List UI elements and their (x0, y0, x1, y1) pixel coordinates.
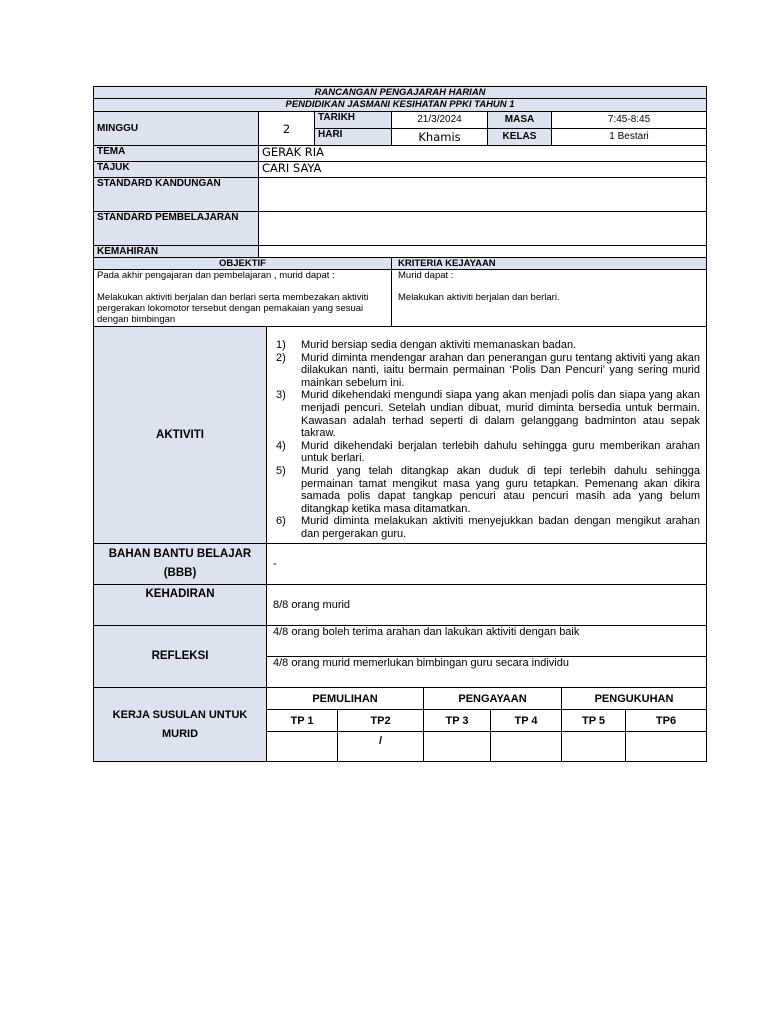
level-tp2: TP2 (338, 710, 424, 732)
aktiviti-item-text: Murid diminta mendengar arahan dan penerangan guru tentang aktiviti yang akan dilakukan nanti, iaitu bermain permainan ‘Polis Dan Pencuri’ yang sering murid mainkan sebelum ini. (301, 351, 700, 389)
aktiviti-item-number: 5) (276, 464, 286, 477)
objektif-cell (94, 270, 392, 327)
level-tp1: TP 1 (267, 710, 338, 732)
lesson-plan-sheet (93, 86, 706, 762)
kemahiran-label: KEMAHIRAN (94, 246, 259, 258)
subject-title: PENDIDIKAN JASMANI KESIHATAN PPKI TAHUN 1 (94, 99, 707, 112)
aktiviti-list (271, 339, 700, 541)
aktiviti-item (271, 352, 700, 390)
group-pemulihan: PEMULIHAN (267, 688, 424, 710)
minggu-value: 2 (259, 112, 315, 146)
hari-value: Khamis (392, 129, 488, 146)
refleksi-line2: 4/8 orang murid memerlukan bimbingan guru secara individu (267, 657, 707, 688)
group-pengukuhan: PENGUKUHAN (562, 688, 707, 710)
refleksi-label: REFLEKSI (94, 626, 267, 688)
masa-label: MASA (488, 112, 552, 129)
kehadiran-value: 8/8 orang murid (267, 585, 707, 626)
objektif-text: Melakukan aktiviti berjalan dan berlari serta membezakan aktiviti pergerakan lokomotor tersebut dengan pemakaian yang sesuai dengan bimbingan (97, 292, 369, 325)
standard-kandungan-label: STANDARD KANDUNGAN (94, 178, 259, 212)
masa-value: 7:45-8:45 (552, 112, 707, 129)
aktiviti-item-text: Murid diminta melakukan aktiviti menyejukkan badan dengan mengikut arahan dan pergerakan guru. (301, 515, 700, 540)
objektif-label: OBJEKTIF (94, 258, 392, 270)
kerja-susulan-label-line1: KERJA SUSULAN UNTUK (112, 708, 248, 721)
mark-tp3 (424, 732, 491, 762)
mark-tp6 (626, 732, 707, 762)
bbb-label (94, 544, 267, 585)
mark-tp2: / (338, 732, 424, 762)
plan-title: RANCANGAN PENGAJARAH HARIAN (94, 87, 707, 99)
aktiviti-item (271, 465, 700, 515)
level-tp3: TP 3 (424, 710, 491, 732)
aktiviti-table (93, 326, 707, 688)
aktiviti-item-text: Murid dikehendaki mengundi siapa yang akan menjadi polis dan siapa yang akan menjadi pencuri. Setelah undian dibuat, murid diminta bersedia untuk bermain. Kawasan adalah terhad seperti di dalam gelanggang badminton atau sepak takraw. (301, 389, 700, 440)
aktiviti-item-number: 2) (276, 351, 286, 364)
level-tp5: TP 5 (562, 710, 626, 732)
kerja-susulan-table (93, 687, 707, 762)
mark-tp1 (267, 732, 338, 762)
kelas-label: KELAS (488, 129, 552, 146)
aktiviti-item-number: 4) (276, 439, 286, 452)
kemahiran-value (259, 246, 707, 258)
minggu-label: MINGGU (94, 112, 259, 146)
aktiviti-item-text: Murid bersiap sedia dengan aktiviti memanaskan badan. (301, 339, 577, 351)
bbb-label-line2: (BBB) (163, 567, 197, 579)
aktiviti-item-number: 1) (276, 339, 286, 351)
level-tp6: TP6 (626, 710, 707, 732)
tema-value: GERAK RIA (259, 146, 707, 162)
aktiviti-item (271, 339, 700, 352)
aktiviti-item-number: 3) (276, 389, 286, 402)
tarikh-label: TARIKH (315, 112, 392, 129)
bbb-label-line1: BAHAN BANTU BELAJAR (108, 548, 252, 560)
standard-pembelajaran-label: STANDARD PEMBELAJARAN (94, 212, 259, 246)
level-tp4: TP 4 (491, 710, 562, 732)
standard-pembelajaran-value (259, 212, 707, 246)
refleksi-line1: 4/8 orang boleh terima arahan dan lakukan aktiviti dengan baik (267, 626, 707, 657)
aktiviti-label: AKTIVITI (94, 327, 267, 544)
tajuk-value: CARI SAYA (259, 162, 707, 178)
aktiviti-cell (267, 327, 707, 544)
kriteria-intro: Murid dapat : (398, 270, 454, 281)
kriteria-text: Melakukan aktiviti berjalan dan berlari. (398, 292, 560, 303)
kerja-susulan-label-line2: MURID (161, 727, 199, 740)
kriteria-cell (392, 270, 707, 327)
mark-tp5 (562, 732, 626, 762)
group-pengayaan: PENGAYAAN (424, 688, 562, 710)
aktiviti-item (271, 515, 700, 540)
kriteria-label: KRITERIA KEJAYAAN (392, 258, 707, 270)
tajuk-label: TAJUK (94, 162, 259, 178)
kerja-susulan-label (94, 688, 267, 762)
bbb-value: - (267, 544, 707, 585)
lesson-details-table (93, 86, 707, 258)
objektif-intro: Pada akhir pengajaran dan pembelajaran , murid dapat : (97, 270, 335, 281)
objektif-kriteria-table (93, 257, 707, 327)
mark-tp4 (491, 732, 562, 762)
kelas-value: 1 Bestari (552, 129, 707, 146)
tarikh-value: 21/3/2024 (392, 112, 488, 129)
aktiviti-item-text: Murid dikehendaki berjalan terlebih dahulu sehingga guru memberikan arahan untuk berlari. (301, 439, 700, 465)
aktiviti-item (271, 440, 700, 465)
aktiviti-item (271, 389, 700, 439)
hari-label: HARI (315, 129, 392, 146)
kehadiran-label: KEHADIRAN (94, 585, 267, 626)
aktiviti-item-text: Murid yang telah ditangkap akan duduk di tepi terlebih dahulu sehingga permainan tamat mengikut masa yang guru tetapkan. Pemenang akan dikira samada polis dapat tangkap pencuri atau pencuri masih ada yang belum ditangkap ketika masa ditamatkan. (301, 464, 700, 515)
aktiviti-item-number: 6) (276, 515, 286, 528)
standard-kandungan-value (259, 178, 707, 212)
tema-label: TEMA (94, 146, 259, 162)
